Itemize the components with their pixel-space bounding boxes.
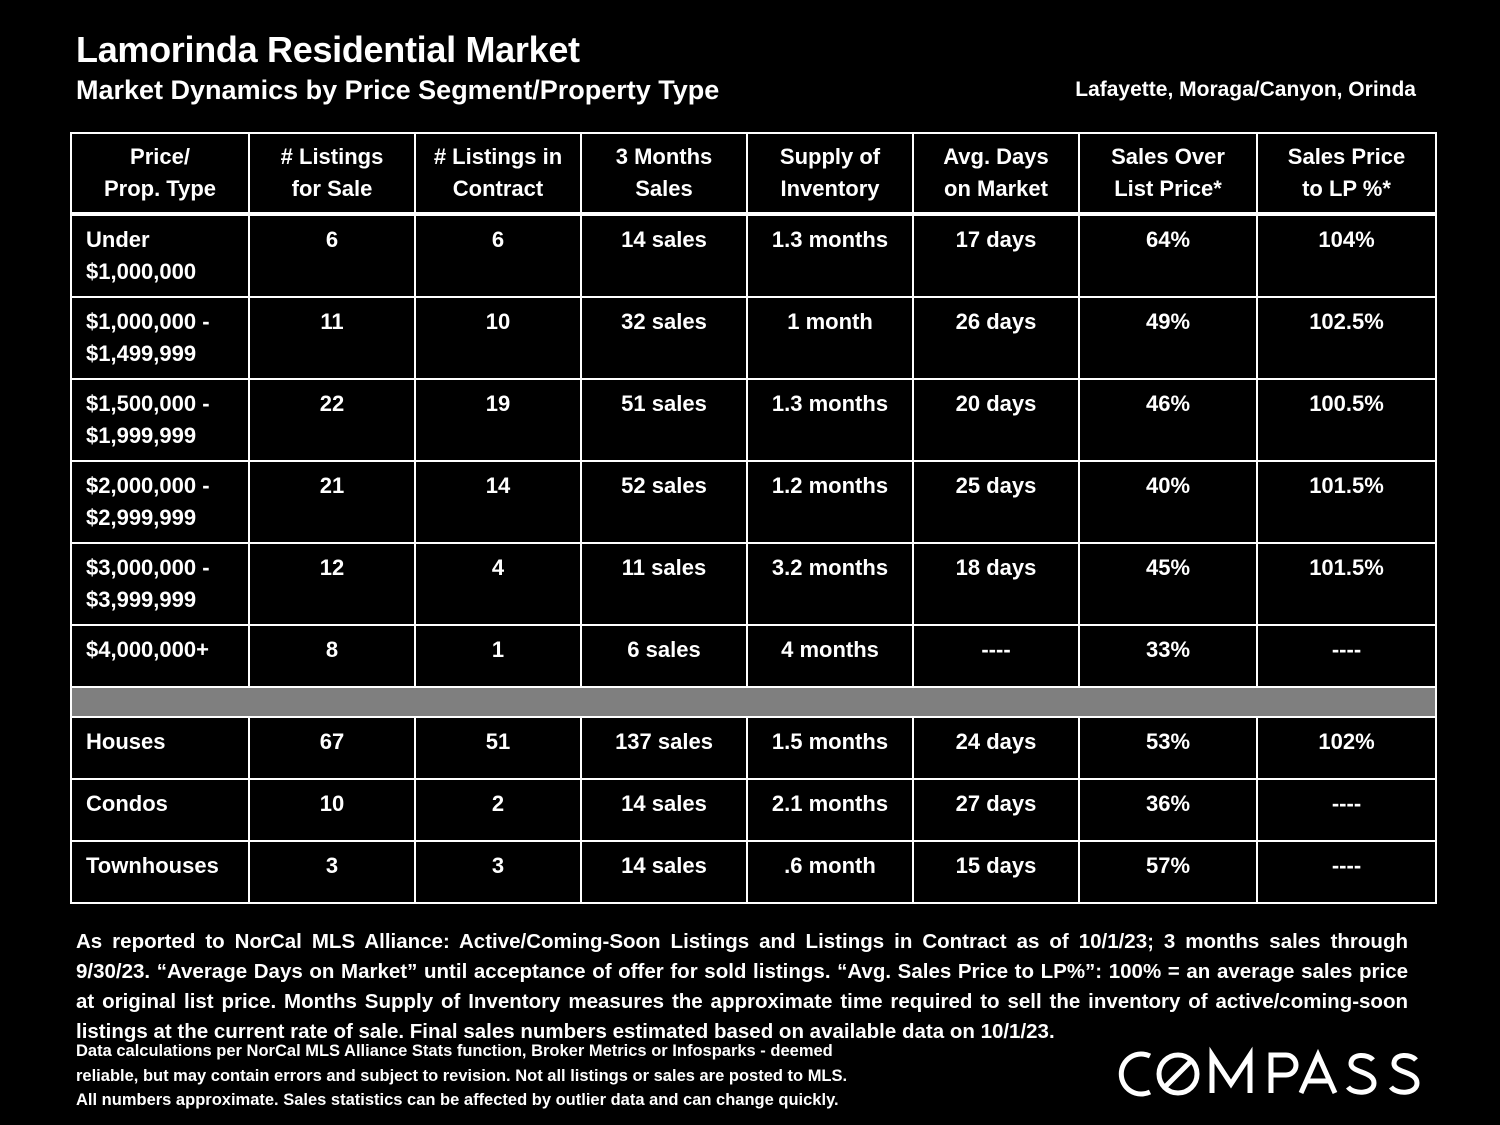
row-label: Condos	[71, 779, 249, 841]
table-row	[71, 841, 1436, 903]
cell-in-contract: 19	[415, 379, 581, 461]
cell-listings: 10	[249, 779, 415, 841]
cell-days-on-market: 25 days	[913, 461, 1079, 543]
disclaimer-line: Data calculations per NorCal MLS Alliance Stats function, Broker Metrics or Infosparks - deemed	[76, 1042, 833, 1060]
cell-sp-lp: ----	[1257, 779, 1436, 841]
table-row	[71, 625, 1436, 687]
column-header: Sales Over List Price*	[1079, 133, 1257, 214]
cell-supply: 1.3 months	[747, 379, 913, 461]
cell-over-list: 33%	[1079, 625, 1257, 687]
cell-sales: 11 sales	[581, 543, 747, 625]
separator-cell	[71, 687, 1436, 717]
cell-over-list: 45%	[1079, 543, 1257, 625]
svg-text:COMPASS: COMPASS	[1116, 1046, 1121, 1047]
cell-days-on-market: 15 days	[913, 841, 1079, 903]
table-row	[71, 297, 1436, 379]
table-header-row	[71, 133, 1436, 214]
cell-over-list: 40%	[1079, 461, 1257, 543]
cell-sales: 14 sales	[581, 841, 747, 903]
cell-listings: 21	[249, 461, 415, 543]
table-row	[71, 779, 1436, 841]
cell-days-on-market: 20 days	[913, 379, 1079, 461]
column-header: # Listings in Contract	[415, 133, 581, 214]
cell-listings: 6	[249, 214, 415, 297]
cell-listings: 22	[249, 379, 415, 461]
page-title: Lamorinda Residential Market	[76, 29, 580, 70]
cell-over-list: 53%	[1079, 717, 1257, 779]
cell-sp-lp: 104%	[1257, 214, 1436, 297]
cell-in-contract: 6	[415, 214, 581, 297]
cell-over-list: 36%	[1079, 779, 1257, 841]
cell-in-contract: 3	[415, 841, 581, 903]
cell-in-contract: 2	[415, 779, 581, 841]
table-row	[71, 543, 1436, 625]
table-row	[71, 379, 1436, 461]
cell-sales: 6 sales	[581, 625, 747, 687]
cell-sp-lp: ----	[1257, 625, 1436, 687]
cell-in-contract: 14	[415, 461, 581, 543]
compass-logo	[1116, 1046, 1436, 1102]
cell-sp-lp: 101.5%	[1257, 543, 1436, 625]
cell-sales: 137 sales	[581, 717, 747, 779]
column-header: Price/ Prop. Type	[71, 133, 249, 214]
column-header: # Listings for Sale	[249, 133, 415, 214]
region-label: Lafayette, Moraga/Canyon, Orinda	[1075, 78, 1416, 101]
cell-days-on-market: 17 days	[913, 214, 1079, 297]
column-header: Supply of Inventory	[747, 133, 913, 214]
cell-in-contract: 1	[415, 625, 581, 687]
disclaimer-line: reliable, but may contain errors and subject to revision. Not all listings or sales are posted to MLS.	[76, 1066, 848, 1085]
column-header: 3 Months Sales	[581, 133, 747, 214]
cell-sales: 52 sales	[581, 461, 747, 543]
cell-supply: 1.2 months	[747, 461, 913, 543]
cell-listings: 12	[249, 543, 415, 625]
table-separator-row	[71, 687, 1436, 717]
disclaimer-line: All numbers approximate. Sales statistics can be affected by outlier data and can change quickly.	[76, 1091, 839, 1109]
cell-days-on-market: ----	[913, 625, 1079, 687]
cell-in-contract: 4	[415, 543, 581, 625]
market-dynamics-table	[70, 132, 1437, 904]
table-row	[71, 717, 1436, 779]
cell-supply: 1 month	[747, 297, 913, 379]
column-header: Sales Price to LP %*	[1257, 133, 1436, 214]
row-label: Houses	[71, 717, 249, 779]
cell-over-list: 49%	[1079, 297, 1257, 379]
methodology-notes: As reported to NorCal MLS Alliance: Active/Coming-Soon Listings and Listings in Contract as of 10/1/23; 3 months sales through 9/30/23. “Average Days on Market” until acceptance of offer for sold listings. “Avg. Sales Price to LP%”: 100% = an average sales price at original list price. Months Supply of Inventory measures the approximate time required to sell the inventory of active/coming-soon listings at the current rate of sale. Final sales numbers estimated based on available data on 10/1/23.	[76, 929, 1408, 1043]
cell-in-contract: 10	[415, 297, 581, 379]
row-label: $4,000,000+	[71, 625, 249, 687]
cell-listings: 3	[249, 841, 415, 903]
cell-sp-lp: 101.5%	[1257, 461, 1436, 543]
data-disclaimer	[76, 1039, 956, 1113]
cell-supply: 4 months	[747, 625, 913, 687]
row-label: $3,000,000 - $3,999,999	[71, 543, 249, 625]
cell-sales: 51 sales	[581, 379, 747, 461]
cell-over-list: 46%	[1079, 379, 1257, 461]
cell-sp-lp: 102.5%	[1257, 297, 1436, 379]
cell-sales: 14 sales	[581, 779, 747, 841]
cell-listings: 11	[249, 297, 415, 379]
row-label: Townhouses	[71, 841, 249, 903]
cell-days-on-market: 26 days	[913, 297, 1079, 379]
cell-in-contract: 51	[415, 717, 581, 779]
row-label: $2,000,000 - $2,999,999	[71, 461, 249, 543]
cell-over-list: 64%	[1079, 214, 1257, 297]
cell-sales: 32 sales	[581, 297, 747, 379]
row-label: $1,000,000 - $1,499,999	[71, 297, 249, 379]
cell-supply: 3.2 months	[747, 543, 913, 625]
cell-listings: 67	[249, 717, 415, 779]
cell-supply: 1.3 months	[747, 214, 913, 297]
page-subtitle: Market Dynamics by Price Segment/Property Type	[76, 75, 720, 105]
table-row	[71, 461, 1436, 543]
cell-days-on-market: 27 days	[913, 779, 1079, 841]
cell-sales: 14 sales	[581, 214, 747, 297]
cell-days-on-market: 18 days	[913, 543, 1079, 625]
cell-sp-lp: 102%	[1257, 717, 1436, 779]
cell-sp-lp: ----	[1257, 841, 1436, 903]
cell-days-on-market: 24 days	[913, 717, 1079, 779]
table-row	[71, 214, 1436, 297]
cell-supply: 2.1 months	[747, 779, 913, 841]
column-header: Avg. Days on Market	[913, 133, 1079, 214]
cell-listings: 8	[249, 625, 415, 687]
cell-supply: .6 month	[747, 841, 913, 903]
cell-sp-lp: 100.5%	[1257, 379, 1436, 461]
row-label: Under $1,000,000	[71, 214, 249, 297]
cell-supply: 1.5 months	[747, 717, 913, 779]
cell-over-list: 57%	[1079, 841, 1257, 903]
row-label: $1,500,000 - $1,999,999	[71, 379, 249, 461]
